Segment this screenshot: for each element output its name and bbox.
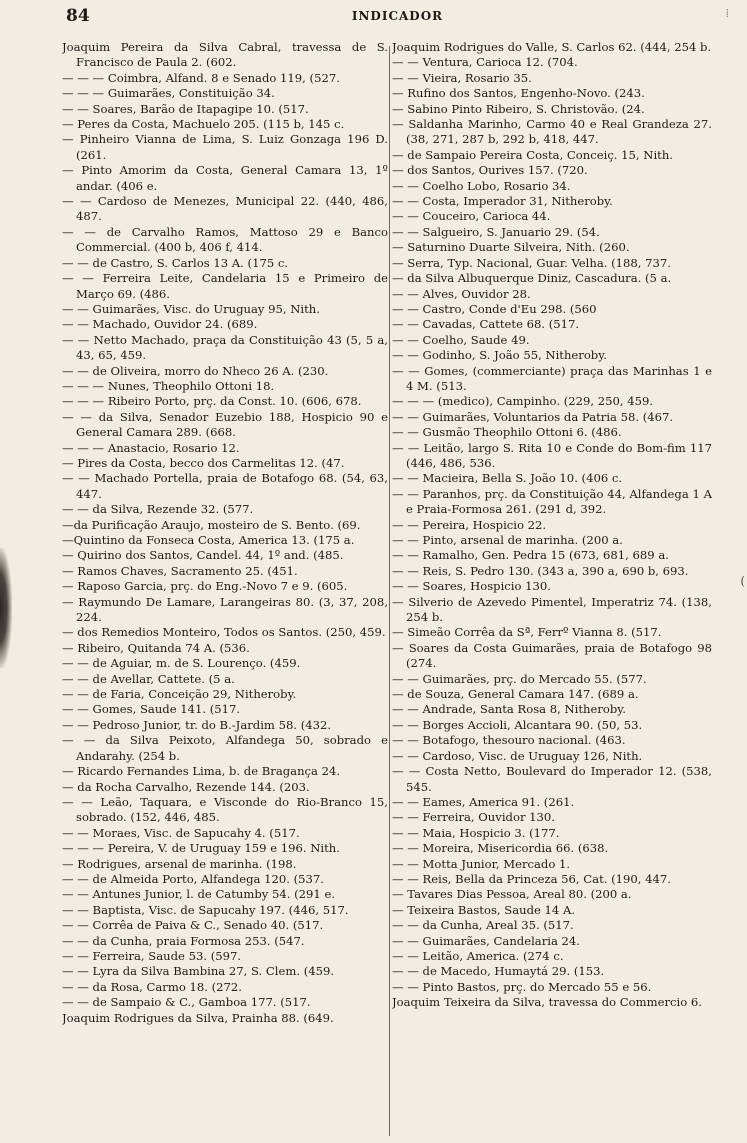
directory-entry: — — Lyra da Silva Bambina 27, S. Clem. (459. [62,964,335,979]
directory-entry: — — Cardoso de Menezes, Municipal 22. (440, 486, 487. [62,194,388,224]
directory-entry: — — da Cunha, praia Formosa 253. (547. [62,933,305,948]
directory-entry: — — de Almeida Porto, Alfandega 120. (537. [62,871,324,886]
directory-entry: — — Castro, Conde d'Eu 298. (560 [392,301,597,316]
directory-entry: — — Gomes, (commerciante) praça das Marinhas 1 e 4 M. (513. [392,363,712,393]
directory-entry: — Ricardo Fernandes Lima, b. de Bragança 24. [62,764,341,779]
directory-entry: — dos Remedios Monteiro, Todos os Santos. (250, 459. [62,625,386,640]
directory-entry: — — da Silva, Rezende 32. (577. [62,502,254,517]
directory-entry: — Soares da Costa Guimarães, praia de Botafogo 98 (274. [392,640,712,671]
directory-entry: — Silverio de Azevedo Pimentel, Imperatriz 74. (138, 254 b. [392,594,712,625]
directory-entry: — — Coelho, Saude 49. [392,332,530,347]
directory-entry: — Simeão Corrêa da Sª, Ferrº Vianna 8. (517. [392,625,662,640]
directory-entry: — Pinheiro Vianna de Lima, S. Luiz Gonzaga 196 D. (261. [62,132,388,162]
directory-entry: — — Machado, Ouvidor 24. (689. [62,317,258,332]
directory-entry: — — Godinho, S. João 55, Nitheroby. [392,348,607,363]
directory-entry: — — Cardoso, Visc. de Uruguay 126, Nith. [392,748,643,763]
directory-entry: — Tavares Dias Pessoa, Areal 80. (200 a. [392,887,632,902]
directory-entry: — — Leitão, America. (274 c. [392,948,564,963]
directory-entry: — Ribeiro, Quitanda 74 A. (536. [62,640,250,655]
margin-ink-blot [0,548,12,668]
directory-entry: — — Borges Accioli, Alcantara 90. (50, 53. [392,717,643,732]
directory-entry: — — Couceiro, Carioca 44. [392,209,551,224]
directory-entry: — — — Pereira, V. de Uruguay 159 e 196. Nith. [62,841,340,856]
directory-entry: — — Guimarães, prç. do Mercado 55. (577. [392,671,647,686]
directory-entry: — — Soares, Barão de Itapagipe 10. (517. [62,101,309,116]
directory-entry: — — Macieira, Bella S. João 10. (406 c. [392,471,623,486]
directory-entry: — — Coelho Lobo, Rosario 34. [392,178,571,193]
directory-entry: —da Purificação Araujo, mosteiro de S. Bento. (69. [62,517,361,532]
directory-entry: — Saldanha Marinho, Carmo 40 e Real Grandeza 27. (38, 271, 287 b, 292 b, 418, 447. [392,117,712,147]
directory-entry: — Ramos Chaves, Sacramento 25. (451. [62,563,298,578]
directory-entry: — — Pinto, arsenal de marinha. (200 a. [392,533,623,547]
directory-entry: — Rodrigues, arsenal de marinha. (198. [62,856,297,871]
directory-entry: — — Ferreira, Saude 53. (597. [62,948,242,963]
directory-entry: — — de Carvalho Ramos, Mattoso 29 e Banco Commercial. (400 b, 406 f, 414. [62,224,388,255]
running-title: INDICADOR [351,9,444,23]
directory-entry: Joaquim Rodrigues da Silva, Prainha 88. (649. [62,1010,334,1025]
directory-entry: — Peres da Costa, Machuelo 205. (115 b, 145 c. [62,117,345,132]
directory-entry: — — de Macedo, Humaytá 29. (153. [392,964,605,979]
directory-entry: — — Maia, Hospicio 3. (177. [392,825,560,840]
directory-entry: — Pires da Costa, becco dos Carmelitas 12. (47. [62,455,345,470]
directory-entry: — — Pedroso Junior, tr. do B.-Jardim 58. (432. [62,717,332,732]
directory-entry: — — Ventura, Carioca 12. (704. [392,55,578,70]
directory-entry: — — da Silva, Senador Euzebio 188, Hospicio 90 e General Camara 289. (668. [62,409,388,440]
directory-entry: — de Sampaio Pereira Costa, Conceiç. 15, Nith. [392,147,673,162]
page-header [66,6,729,30]
directory-entry: — — — (medico), Campinho. (229, 250, 459. [392,394,654,409]
directory-entry: — — — Nunes, Theophilo Ottoni 18. [62,378,275,393]
directory-entry: — — Ferreira Leite, Candelaria 15 e Primeiro de Março 69. (486. [62,271,388,301]
directory-entry: — — Botafogo, thesouro nacional. (463. [392,733,626,748]
directory-entry: — — de Castro, S. Carlos 13 A. (175 c. [62,255,289,270]
directory-entry: — Serra, Typ. Nacional, Guar. Velha. (188, 737. [392,255,671,270]
directory-entry: — — Ferreira, Ouvidor 130. [392,810,555,825]
directory-entry: — — Netto Machado, praça da Constituição 43 (5, 5 a, 43, 65, 459. [62,332,388,363]
directory-entry: — — Machado Portella, praia de Botafogo 68. (54, 63, 447. [62,471,388,501]
directory-entry: — — Cavadas, Cattete 68. (517. [392,317,580,332]
directory-entry: — — da Silva Peixoto, Alfandega 50, sobrado e Andarahy. (254 b. [62,733,388,763]
directory-entry: — — da Cunha, Areal 35. (517. [392,918,574,933]
directory-entry: — — Leitão, largo S. Rita 10 e Conde do Bom-fim 117 (446, 486, 536. [392,440,712,470]
directory-entry: — — — Anastacio, Rosario 12. [62,440,240,455]
directory-entry: — — de Sampaio & C., Gamboa 177. (517. [62,995,311,1010]
directory-entry: — — Reis, Bella da Princeza 56, Cat. (190, 447. [392,871,671,886]
directory-entry: — — Motta Junior, Mercado 1. [392,856,571,871]
directory-entry: — — — Guimarães, Constituição 34. [62,86,275,101]
directory-entry: — de Souza, General Camara 147. (689 a. [392,687,639,702]
directory-entry: — Rufino dos Santos, Engenho-Novo. (243. [392,86,645,101]
right-margin-mark: ( [740,574,745,588]
page-number: 84 [66,6,90,26]
directory-entry: — — Costa, Imperador 31, Nitheroby. [392,194,613,209]
directory-entry: — — Reis, S. Pedro 130. (343 a, 390 a, 690 b, 693. [392,563,689,578]
directory-entry: — Raymundo De Lamare, Larangeiras 80. (3, 37, 208, 224. [62,594,388,625]
directory-entry: — — Guimarães, Candelaria 24. [392,933,580,948]
directory-entry: — — Costa Netto, Boulevard do Imperador 12. (538, 545. [392,764,712,794]
directory-entry: — — — Coimbra, Alfand. 8 e Senado 119, (527. [62,70,340,85]
directory-entry: — — Corrêa de Paiva & C., Senado 40. (517. [62,918,324,933]
directory-entry: — Pinto Amorim da Costa, General Camara 13, 1º andar. (406 e. [62,163,388,193]
directory-entry: — — Pereira, Hospicio 22. [392,517,547,532]
directory-entry: — — Soares, Hospicio 130. [392,579,551,594]
directory-entry: Joaquim Pereira da Silva Cabral, travessa de S. Francisco de Paula 2. (602. [62,40,388,70]
directory-entry: — — Ramalho, Gen. Pedra 15 (673, 681, 689 a. [392,548,669,563]
directory-entry: Joaquim Rodrigues do Valle, S. Carlos 62. (444, 254 b. [392,40,712,54]
directory-entry: — — Eames, America 91. (261. [392,794,575,809]
directory-entry: — — Guimarães, Voluntarios da Patria 58. (467. [392,409,674,424]
directory-entry: — — Gomes, Saude 141. (517. [62,702,241,717]
directory-entry: — Saturnino Duarte Silveira, Nith. (260. [392,240,630,255]
directory-entry: — — Paranhos, prç. da Constituição 44, Alfandega 1 A e Praia-Formosa 261. (291 d, 392. [392,486,712,517]
directory-entry: — da Rocha Carvalho, Rezende 144. (203. [62,779,310,794]
directory-entry: — — — Ribeiro Porto, prç. da Const. 10. (606, 678. [62,394,362,409]
left-column [62,40,388,1138]
directory-entry: — — de Oliveira, morro do Nheco 26 A. (230. [62,363,329,378]
directory-entry: — — Baptista, Visc. de Sapucahy 197. (446, 517. [62,902,349,917]
directory-entry: — Sabino Pinto Ribeiro, S. Christovão. (24. [392,101,645,116]
directory-entry: — — de Faria, Conceição 29, Nitheroby. [62,687,297,702]
directory-entry: — — Salgueiro, S. Januario 29. (54. [392,224,600,239]
directory-entry: —Quintino da Fonseca Costa, America 13. (175 a. [62,533,355,547]
directory-entry: — — da Rosa, Carmo 18. (272. [62,979,242,994]
directory-entry: — — Moreira, Misericordia 66. (638. [392,841,609,856]
directory-entry: — da Silva Albuquerque Diniz, Cascadura. (5 a. [392,271,672,286]
directory-entry: Joaquim Teixeira da Silva, travessa do Commercio 6. [392,995,702,1010]
directory-entry: — Quirino dos Santos, Candel. 44, 1º and. (485. [62,548,344,563]
directory-entry: — — Alves, Ouvidor 28. [392,286,531,301]
directory-entry: — dos Santos, Ourives 157. (720. [392,163,588,178]
column-divider [389,46,390,1136]
directory-entry: — — Andrade, Santa Rosa 8, Nitheroby. [392,702,626,717]
corner-mark: ⁞ [725,6,729,20]
directory-entry: — — Pinto Bastos, prç. do Mercado 55 e 56. [392,979,652,994]
directory-entry: — — de Avellar, Cattete. (5 a. [62,671,235,686]
directory-entry: — — Antunes Junior, l. de Catumby 54. (291 e. [62,887,336,902]
directory-entry: — — Vieira, Rosario 35. [392,70,532,85]
directory-entry: — Raposo Garcia, prç. do Eng.-Novo 7 e 9. (605. [62,579,348,594]
directory-entry: — Teixeira Bastos, Saude 14 A. [392,902,576,917]
directory-entry: — — Gusmão Theophilo Ottoni 6. (486. [392,425,622,440]
directory-entry: — — Moraes, Visc. de Sapucahy 4. (517. [62,825,300,840]
directory-entry: — — de Aguiar, m. de S. Lourenço. (459. [62,656,301,671]
right-column [392,40,712,1138]
directory-entry: — — Leão, Taquara, e Visconde do Rio-Branco 15, sobrado. (152, 446, 485. [62,794,388,825]
directory-entry: — — Guimarães, Visc. do Uruguay 95, Nith. [62,301,320,316]
